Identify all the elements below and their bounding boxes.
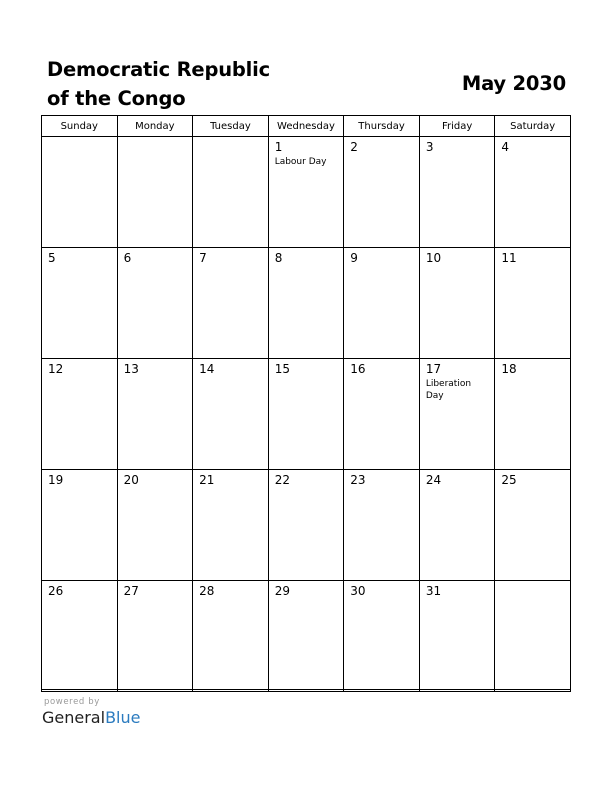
day-cell bbox=[42, 248, 118, 359]
day-number: 3 bbox=[425, 140, 434, 154]
weekday-monday: Monday bbox=[117, 116, 193, 137]
day-cell bbox=[193, 137, 269, 248]
day-number: 19 bbox=[48, 473, 64, 487]
day-cell bbox=[344, 470, 420, 581]
week-row-2 bbox=[42, 248, 571, 359]
day-number: 17 bbox=[425, 362, 442, 376]
day-number: 22 bbox=[274, 473, 290, 487]
holiday-label: Labour Day bbox=[274, 157, 327, 167]
day-number: 6 bbox=[123, 251, 132, 265]
day-number: 15 bbox=[274, 362, 290, 376]
day-cell bbox=[495, 359, 571, 470]
day-number: 2 bbox=[350, 140, 358, 154]
day-cell bbox=[268, 248, 344, 359]
weekday-wednesday: Wednesday bbox=[268, 116, 344, 137]
day-cell bbox=[419, 581, 495, 692]
day-cell bbox=[42, 470, 118, 581]
day-number: 27 bbox=[123, 584, 139, 598]
day-cell bbox=[42, 137, 118, 248]
day-number: 9 bbox=[350, 251, 358, 265]
weekday-saturday: Saturday bbox=[495, 116, 571, 137]
weekday-sunday: Sunday bbox=[42, 116, 118, 137]
day-cell bbox=[42, 359, 118, 470]
day-number: 8 bbox=[274, 251, 283, 265]
week-row-4 bbox=[42, 470, 571, 581]
day-cell bbox=[268, 470, 344, 581]
day-number: 10 bbox=[425, 251, 442, 265]
day-cell bbox=[268, 137, 344, 248]
day-cell bbox=[193, 470, 269, 581]
day-number: 25 bbox=[501, 473, 517, 487]
day-number: 5 bbox=[48, 251, 56, 265]
day-cell bbox=[419, 359, 495, 470]
day-cell bbox=[344, 248, 420, 359]
day-cell bbox=[419, 248, 495, 359]
day-cell bbox=[193, 248, 269, 359]
day-number: 28 bbox=[199, 584, 215, 598]
day-cell bbox=[193, 359, 269, 470]
day-number: 31 bbox=[425, 584, 442, 598]
week-row-5 bbox=[42, 581, 571, 692]
day-cell bbox=[117, 248, 193, 359]
country-line-1: Democratic Republic bbox=[47, 58, 270, 81]
day-cell bbox=[419, 470, 495, 581]
day-number: 20 bbox=[123, 473, 139, 487]
day-cell bbox=[193, 581, 269, 692]
day-cell bbox=[268, 581, 344, 692]
day-cell bbox=[42, 581, 118, 692]
day-number: 24 bbox=[425, 473, 442, 487]
footer-divider bbox=[41, 689, 571, 690]
day-cell bbox=[117, 359, 193, 470]
weekday-tuesday: Tuesday bbox=[193, 116, 269, 137]
holiday-label: Liberation Day bbox=[425, 379, 472, 401]
month-year-title: May 2030 bbox=[461, 72, 566, 95]
day-number: 11 bbox=[501, 251, 517, 265]
calendar-country-title bbox=[47, 55, 327, 113]
day-number: 7 bbox=[199, 251, 207, 265]
day-number: 14 bbox=[199, 362, 215, 376]
day-cell bbox=[117, 581, 193, 692]
day-number: 23 bbox=[350, 473, 366, 487]
weekday-thursday: Thursday bbox=[344, 116, 420, 137]
generalblue-logo[interactable] bbox=[42, 708, 140, 727]
weekday-header-row bbox=[42, 116, 571, 137]
day-number: 1 bbox=[274, 140, 283, 154]
day-cell bbox=[419, 137, 495, 248]
day-cell bbox=[495, 137, 571, 248]
day-number: 30 bbox=[350, 584, 366, 598]
day-number: 4 bbox=[501, 140, 510, 154]
calendar-grid bbox=[41, 115, 571, 692]
day-number: 18 bbox=[501, 362, 517, 376]
day-cell bbox=[495, 248, 571, 359]
day-cell bbox=[344, 137, 420, 248]
day-cell bbox=[344, 581, 420, 692]
day-number: 26 bbox=[48, 584, 64, 598]
day-number: 16 bbox=[350, 362, 366, 376]
powered-by-text: powered by bbox=[44, 697, 100, 707]
country-line-2: of the Congo bbox=[47, 87, 186, 110]
brand-general: General bbox=[42, 708, 106, 727]
day-cell bbox=[117, 470, 193, 581]
day-cell bbox=[344, 359, 420, 470]
week-row-3 bbox=[42, 359, 571, 470]
day-cell bbox=[495, 470, 571, 581]
week-row-1 bbox=[42, 137, 571, 248]
day-number: 29 bbox=[274, 584, 290, 598]
brand-blue: Blue bbox=[105, 708, 141, 727]
day-number: 21 bbox=[199, 473, 215, 487]
day-cell bbox=[117, 137, 193, 248]
day-number: 13 bbox=[123, 362, 139, 376]
weekday-friday: Friday bbox=[419, 116, 495, 137]
day-cell bbox=[268, 359, 344, 470]
day-cell bbox=[495, 581, 571, 692]
day-number: 12 bbox=[48, 362, 64, 376]
